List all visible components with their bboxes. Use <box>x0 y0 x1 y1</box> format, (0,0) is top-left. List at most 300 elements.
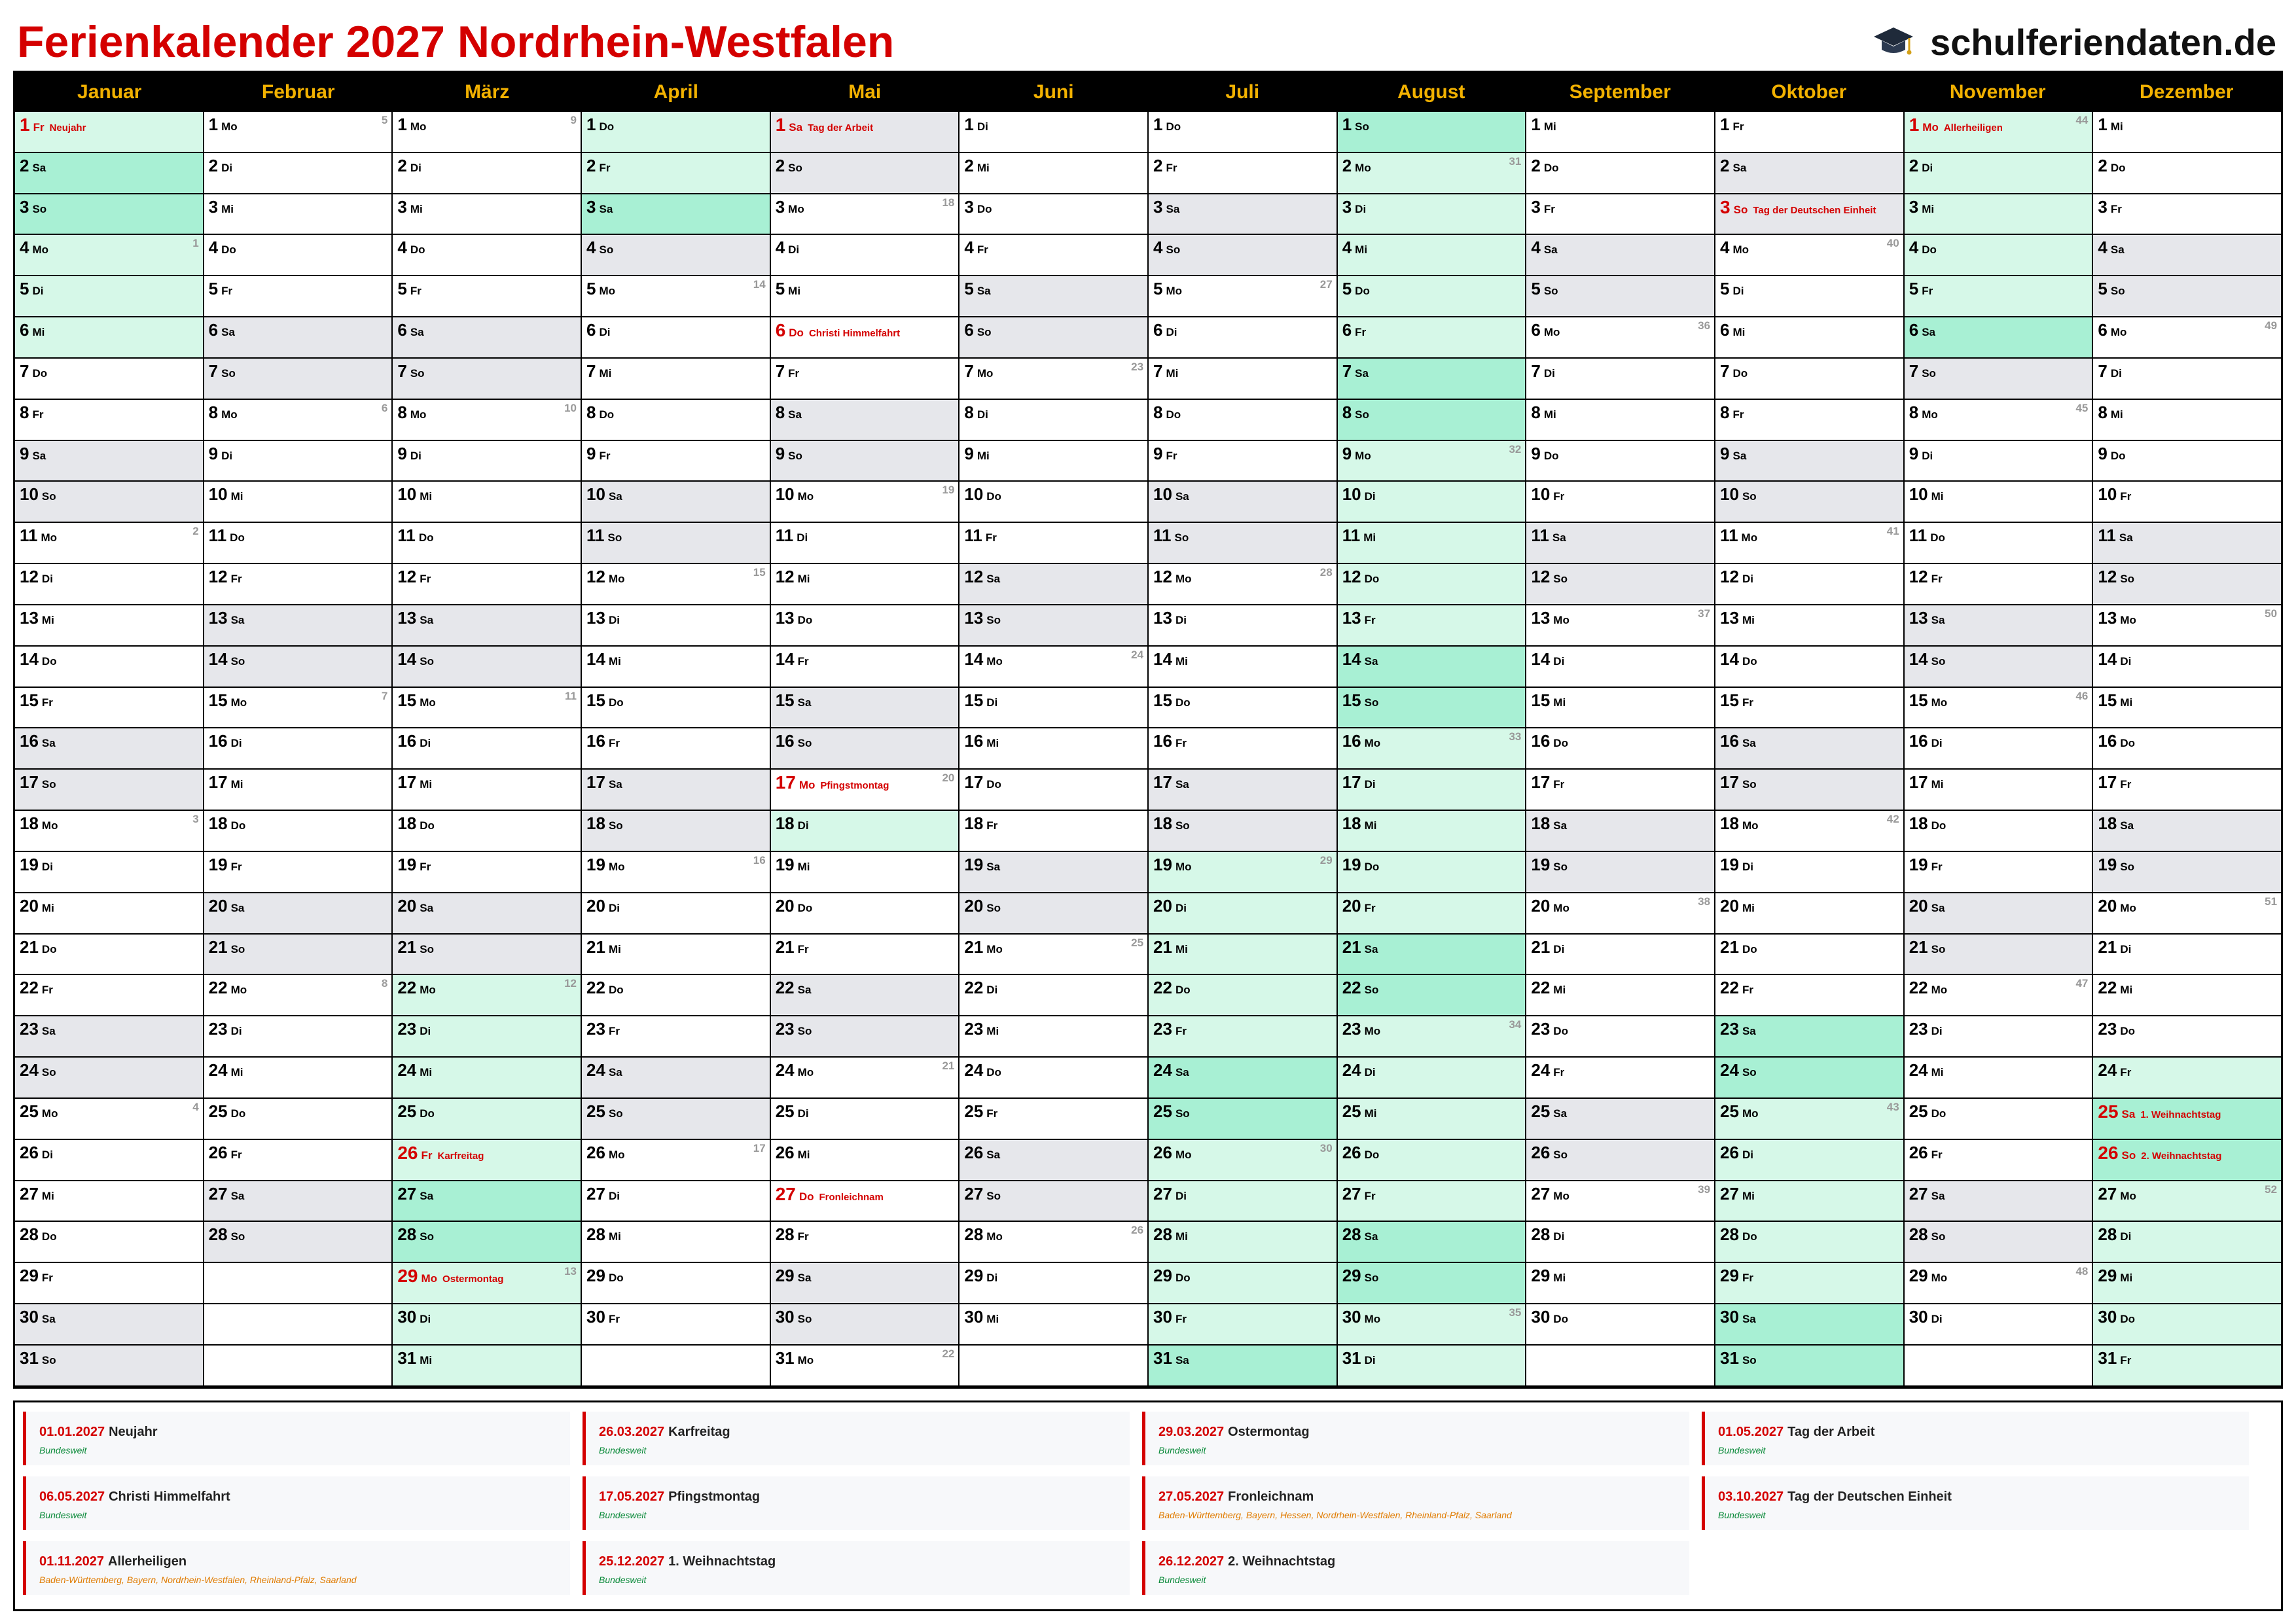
day-cell[interactable] <box>1905 112 2092 153</box>
brand-logo[interactable] <box>1873 9 2276 75</box>
day-cell[interactable] <box>15 1140 203 1181</box>
day-cell[interactable] <box>1526 1222 1714 1263</box>
day-cell[interactable] <box>2093 1181 2281 1222</box>
day-cell[interactable] <box>393 647 581 688</box>
day-cell[interactable] <box>771 1016 959 1058</box>
day-cell[interactable] <box>1715 1222 1903 1263</box>
day-cell[interactable] <box>1526 523 1714 564</box>
day-cell[interactable] <box>15 153 203 194</box>
day-cell[interactable] <box>15 852 203 893</box>
day-cell[interactable] <box>582 317 770 359</box>
day-cell[interactable] <box>1149 811 1336 852</box>
day-cell[interactable] <box>1905 359 2092 400</box>
day-cell[interactable] <box>960 153 1147 194</box>
day-cell[interactable] <box>2093 1263 2281 1304</box>
day-cell[interactable] <box>204 811 392 852</box>
day-cell[interactable] <box>1905 1058 2092 1099</box>
day-cell[interactable] <box>771 1263 959 1304</box>
day-cell[interactable] <box>960 1304 1147 1346</box>
day-cell[interactable] <box>1338 1099 1526 1140</box>
day-cell[interactable] <box>2093 441 2281 482</box>
day-cell[interactable] <box>582 194 770 236</box>
day-cell[interactable] <box>15 770 203 811</box>
day-cell[interactable] <box>204 112 392 153</box>
day-cell[interactable] <box>771 523 959 564</box>
day-cell[interactable] <box>1715 112 1903 153</box>
day-cell[interactable] <box>1526 482 1714 523</box>
day-cell[interactable] <box>1526 112 1714 153</box>
day-cell[interactable] <box>393 441 581 482</box>
day-cell[interactable] <box>15 1181 203 1222</box>
day-cell[interactable] <box>393 153 581 194</box>
day-cell[interactable] <box>1905 605 2092 647</box>
day-cell[interactable] <box>582 770 770 811</box>
day-cell[interactable] <box>1715 564 1903 605</box>
day-cell[interactable] <box>1338 235 1526 276</box>
day-cell[interactable] <box>960 400 1147 441</box>
day-cell[interactable] <box>1338 1140 1526 1181</box>
day-cell[interactable] <box>1905 852 2092 893</box>
day-cell[interactable] <box>2093 975 2281 1016</box>
day-cell[interactable] <box>1149 235 1336 276</box>
day-cell[interactable] <box>1526 400 1714 441</box>
day-cell[interactable] <box>1338 153 1526 194</box>
day-cell[interactable] <box>582 276 770 317</box>
day-cell[interactable] <box>1905 317 2092 359</box>
day-cell[interactable] <box>1715 441 1903 482</box>
day-cell[interactable] <box>960 605 1147 647</box>
day-cell[interactable] <box>1149 1304 1336 1346</box>
day-cell[interactable] <box>15 1222 203 1263</box>
day-cell[interactable] <box>1905 975 2092 1016</box>
day-cell[interactable] <box>960 1140 1147 1181</box>
day-cell[interactable] <box>204 359 392 400</box>
day-cell[interactable] <box>15 482 203 523</box>
day-cell[interactable] <box>1905 1304 2092 1346</box>
day-cell[interactable] <box>393 1263 581 1304</box>
day-cell[interactable] <box>1526 975 1714 1016</box>
day-cell[interactable] <box>393 811 581 852</box>
day-cell[interactable] <box>2093 893 2281 935</box>
day-cell[interactable] <box>771 647 959 688</box>
day-cell[interactable] <box>15 605 203 647</box>
day-cell[interactable] <box>1526 1016 1714 1058</box>
day-cell[interactable] <box>960 728 1147 770</box>
day-cell[interactable] <box>1905 564 2092 605</box>
day-cell[interactable] <box>393 1140 581 1181</box>
day-cell[interactable] <box>1149 482 1336 523</box>
day-cell[interactable] <box>1715 1181 1903 1222</box>
day-cell[interactable] <box>393 1016 581 1058</box>
day-cell[interactable] <box>2093 523 2281 564</box>
day-cell[interactable] <box>393 1304 581 1346</box>
day-cell[interactable] <box>393 605 581 647</box>
day-cell[interactable] <box>771 359 959 400</box>
day-cell[interactable] <box>1905 482 2092 523</box>
day-cell[interactable] <box>771 688 959 729</box>
day-cell[interactable] <box>1526 359 1714 400</box>
day-cell[interactable] <box>1149 1058 1336 1099</box>
day-cell[interactable] <box>1149 276 1336 317</box>
day-cell[interactable] <box>1715 359 1903 400</box>
day-cell[interactable] <box>1149 1346 1336 1387</box>
day-cell[interactable] <box>15 276 203 317</box>
day-cell[interactable] <box>1338 1058 1526 1099</box>
day-cell[interactable] <box>2093 1346 2281 1387</box>
day-cell[interactable] <box>582 482 770 523</box>
day-cell[interactable] <box>1715 400 1903 441</box>
day-cell[interactable] <box>1149 852 1336 893</box>
day-cell[interactable] <box>582 441 770 482</box>
day-cell[interactable] <box>582 153 770 194</box>
day-cell[interactable] <box>1905 1222 2092 1263</box>
day-cell[interactable] <box>960 194 1147 236</box>
day-cell[interactable] <box>204 647 392 688</box>
day-cell[interactable] <box>1715 276 1903 317</box>
day-cell[interactable] <box>1149 1099 1336 1140</box>
day-cell[interactable] <box>771 1304 959 1346</box>
day-cell[interactable] <box>1338 605 1526 647</box>
day-cell[interactable] <box>2093 153 2281 194</box>
day-cell[interactable] <box>1338 317 1526 359</box>
day-cell[interactable] <box>771 1140 959 1181</box>
day-cell[interactable] <box>582 400 770 441</box>
day-cell[interactable] <box>1149 728 1336 770</box>
day-cell[interactable] <box>2093 1058 2281 1099</box>
day-cell[interactable] <box>15 1016 203 1058</box>
day-cell[interactable] <box>960 647 1147 688</box>
day-cell[interactable] <box>1149 523 1336 564</box>
day-cell[interactable] <box>2093 235 2281 276</box>
day-cell[interactable] <box>1526 1304 1714 1346</box>
day-cell[interactable] <box>393 1346 581 1387</box>
day-cell[interactable] <box>15 935 203 976</box>
day-cell[interactable] <box>2093 688 2281 729</box>
day-cell[interactable] <box>1715 482 1903 523</box>
day-cell[interactable] <box>1715 1016 1903 1058</box>
day-cell[interactable] <box>1526 194 1714 236</box>
day-cell[interactable] <box>771 1346 959 1387</box>
day-cell[interactable] <box>15 728 203 770</box>
day-cell[interactable] <box>771 441 959 482</box>
day-cell[interactable] <box>1149 647 1336 688</box>
day-cell[interactable] <box>1715 728 1903 770</box>
day-cell[interactable] <box>393 194 581 236</box>
day-cell[interactable] <box>771 893 959 935</box>
day-cell[interactable] <box>1715 811 1903 852</box>
day-cell[interactable] <box>960 770 1147 811</box>
day-cell[interactable] <box>1338 400 1526 441</box>
day-cell[interactable] <box>771 153 959 194</box>
day-cell[interactable] <box>771 935 959 976</box>
day-cell[interactable] <box>393 400 581 441</box>
day-cell[interactable] <box>2093 194 2281 236</box>
day-cell[interactable] <box>15 194 203 236</box>
day-cell[interactable] <box>1338 359 1526 400</box>
day-cell[interactable] <box>204 441 392 482</box>
day-cell[interactable] <box>1149 317 1336 359</box>
day-cell[interactable] <box>771 482 959 523</box>
day-cell[interactable] <box>204 935 392 976</box>
day-cell[interactable] <box>15 1346 203 1387</box>
day-cell[interactable] <box>1526 441 1714 482</box>
day-cell[interactable] <box>204 1222 392 1263</box>
day-cell[interactable] <box>1715 194 1903 236</box>
day-cell[interactable] <box>1715 688 1903 729</box>
day-cell[interactable] <box>393 317 581 359</box>
day-cell[interactable] <box>582 359 770 400</box>
day-cell[interactable] <box>1526 1181 1714 1222</box>
day-cell[interactable] <box>393 770 581 811</box>
day-cell[interactable] <box>1526 852 1714 893</box>
day-cell[interactable] <box>1338 276 1526 317</box>
day-cell[interactable] <box>2093 935 2281 976</box>
day-cell[interactable] <box>1905 688 2092 729</box>
day-cell[interactable] <box>582 235 770 276</box>
day-cell[interactable] <box>1905 1181 2092 1222</box>
day-cell[interactable] <box>1338 482 1526 523</box>
day-cell[interactable] <box>1338 728 1526 770</box>
day-cell[interactable] <box>771 317 959 359</box>
day-cell[interactable] <box>582 852 770 893</box>
day-cell[interactable] <box>1526 276 1714 317</box>
day-cell[interactable] <box>960 482 1147 523</box>
day-cell[interactable] <box>960 1263 1147 1304</box>
day-cell[interactable] <box>393 1099 581 1140</box>
day-cell[interactable] <box>204 1140 392 1181</box>
day-cell[interactable] <box>1905 1263 2092 1304</box>
day-cell[interactable] <box>393 276 581 317</box>
day-cell[interactable] <box>1149 1181 1336 1222</box>
day-cell[interactable] <box>582 605 770 647</box>
day-cell[interactable] <box>204 235 392 276</box>
day-cell[interactable] <box>1526 935 1714 976</box>
day-cell[interactable] <box>771 564 959 605</box>
day-cell[interactable] <box>1715 1346 1903 1387</box>
day-cell[interactable] <box>2093 1304 2281 1346</box>
day-cell[interactable] <box>1338 194 1526 236</box>
day-cell[interactable] <box>582 688 770 729</box>
day-cell[interactable] <box>2093 1222 2281 1263</box>
day-cell[interactable] <box>2093 1140 2281 1181</box>
day-cell[interactable] <box>2093 1099 2281 1140</box>
day-cell[interactable] <box>771 1058 959 1099</box>
day-cell[interactable] <box>582 728 770 770</box>
day-cell[interactable] <box>1526 728 1714 770</box>
day-cell[interactable] <box>1149 893 1336 935</box>
day-cell[interactable] <box>582 1140 770 1181</box>
day-cell[interactable] <box>1338 688 1526 729</box>
day-cell[interactable] <box>204 1181 392 1222</box>
day-cell[interactable] <box>1338 564 1526 605</box>
day-cell[interactable] <box>1338 935 1526 976</box>
day-cell[interactable] <box>2093 728 2281 770</box>
day-cell[interactable] <box>1338 1304 1526 1346</box>
day-cell[interactable] <box>2093 605 2281 647</box>
day-cell[interactable] <box>1905 153 2092 194</box>
day-cell[interactable] <box>771 1099 959 1140</box>
day-cell[interactable] <box>393 688 581 729</box>
day-cell[interactable] <box>1715 770 1903 811</box>
day-cell[interactable] <box>15 811 203 852</box>
day-cell[interactable] <box>393 482 581 523</box>
day-cell[interactable] <box>960 935 1147 976</box>
day-cell[interactable] <box>960 276 1147 317</box>
day-cell[interactable] <box>1338 852 1526 893</box>
day-cell[interactable] <box>2093 400 2281 441</box>
day-cell[interactable] <box>771 276 959 317</box>
day-cell[interactable] <box>15 1099 203 1140</box>
day-cell[interactable] <box>582 523 770 564</box>
day-cell[interactable] <box>1338 893 1526 935</box>
day-cell[interactable] <box>771 194 959 236</box>
day-cell[interactable] <box>1905 770 2092 811</box>
day-cell[interactable] <box>960 688 1147 729</box>
day-cell[interactable] <box>1338 1181 1526 1222</box>
day-cell[interactable] <box>204 1058 392 1099</box>
day-cell[interactable] <box>771 605 959 647</box>
day-cell[interactable] <box>1905 728 2092 770</box>
day-cell[interactable] <box>1149 1263 1336 1304</box>
day-cell[interactable] <box>204 605 392 647</box>
day-cell[interactable] <box>204 523 392 564</box>
day-cell[interactable] <box>1526 1058 1714 1099</box>
day-cell[interactable] <box>204 194 392 236</box>
day-cell[interactable] <box>393 728 581 770</box>
day-cell[interactable] <box>960 811 1147 852</box>
day-cell[interactable] <box>15 359 203 400</box>
day-cell[interactable] <box>1526 1263 1714 1304</box>
day-cell[interactable] <box>2093 770 2281 811</box>
day-cell[interactable] <box>1526 235 1714 276</box>
day-cell[interactable] <box>582 647 770 688</box>
day-cell[interactable] <box>960 112 1147 153</box>
day-cell[interactable] <box>1149 975 1336 1016</box>
day-cell[interactable] <box>960 975 1147 1016</box>
day-cell[interactable] <box>204 400 392 441</box>
day-cell[interactable] <box>771 1181 959 1222</box>
day-cell[interactable] <box>393 893 581 935</box>
day-cell[interactable] <box>15 317 203 359</box>
day-cell[interactable] <box>1338 975 1526 1016</box>
day-cell[interactable] <box>1715 605 1903 647</box>
day-cell[interactable] <box>15 893 203 935</box>
day-cell[interactable] <box>1905 647 2092 688</box>
day-cell[interactable] <box>582 893 770 935</box>
day-cell[interactable] <box>1338 1016 1526 1058</box>
day-cell[interactable] <box>204 317 392 359</box>
day-cell[interactable] <box>393 1058 581 1099</box>
day-cell[interactable] <box>1149 1222 1336 1263</box>
day-cell[interactable] <box>15 975 203 1016</box>
day-cell[interactable] <box>15 523 203 564</box>
day-cell[interactable] <box>582 1058 770 1099</box>
day-cell[interactable] <box>1526 317 1714 359</box>
day-cell[interactable] <box>1905 935 2092 976</box>
day-cell[interactable] <box>1338 647 1526 688</box>
day-cell[interactable] <box>582 564 770 605</box>
day-cell[interactable] <box>1338 1346 1526 1387</box>
day-cell[interactable] <box>204 564 392 605</box>
day-cell[interactable] <box>1338 1222 1526 1263</box>
day-cell[interactable] <box>1905 441 2092 482</box>
day-cell[interactable] <box>1526 647 1714 688</box>
day-cell[interactable] <box>582 1181 770 1222</box>
day-cell[interactable] <box>1715 1304 1903 1346</box>
day-cell[interactable] <box>960 523 1147 564</box>
day-cell[interactable] <box>1905 1140 2092 1181</box>
day-cell[interactable] <box>960 1099 1147 1140</box>
day-cell[interactable] <box>15 1058 203 1099</box>
day-cell[interactable] <box>1149 400 1336 441</box>
day-cell[interactable] <box>1905 1016 2092 1058</box>
day-cell[interactable] <box>771 728 959 770</box>
day-cell[interactable] <box>393 523 581 564</box>
day-cell[interactable] <box>960 359 1147 400</box>
day-cell[interactable] <box>1715 1058 1903 1099</box>
day-cell[interactable] <box>204 893 392 935</box>
day-cell[interactable] <box>1905 235 2092 276</box>
day-cell[interactable] <box>15 112 203 153</box>
day-cell[interactable] <box>15 688 203 729</box>
day-cell[interactable] <box>2093 317 2281 359</box>
day-cell[interactable] <box>1149 1016 1336 1058</box>
day-cell[interactable] <box>393 1222 581 1263</box>
day-cell[interactable] <box>2093 112 2281 153</box>
day-cell[interactable] <box>1149 153 1336 194</box>
day-cell[interactable] <box>204 975 392 1016</box>
day-cell[interactable] <box>582 935 770 976</box>
day-cell[interactable] <box>960 317 1147 359</box>
day-cell[interactable] <box>1338 441 1526 482</box>
day-cell[interactable] <box>393 852 581 893</box>
day-cell[interactable] <box>1526 811 1714 852</box>
day-cell[interactable] <box>2093 276 2281 317</box>
day-cell[interactable] <box>1905 276 2092 317</box>
day-cell[interactable] <box>1149 359 1336 400</box>
day-cell[interactable] <box>1715 523 1903 564</box>
day-cell[interactable] <box>1338 811 1526 852</box>
day-cell[interactable] <box>204 688 392 729</box>
day-cell[interactable] <box>15 564 203 605</box>
day-cell[interactable] <box>1338 770 1526 811</box>
day-cell[interactable] <box>1149 688 1336 729</box>
day-cell[interactable] <box>1149 112 1336 153</box>
day-cell[interactable] <box>960 1222 1147 1263</box>
day-cell[interactable] <box>204 852 392 893</box>
day-cell[interactable] <box>393 235 581 276</box>
day-cell[interactable] <box>1526 1099 1714 1140</box>
day-cell[interactable] <box>2093 359 2281 400</box>
day-cell[interactable] <box>1905 523 2092 564</box>
day-cell[interactable] <box>393 112 581 153</box>
day-cell[interactable] <box>582 1263 770 1304</box>
day-cell[interactable] <box>204 153 392 194</box>
day-cell[interactable] <box>15 400 203 441</box>
day-cell[interactable] <box>1715 647 1903 688</box>
day-cell[interactable] <box>960 564 1147 605</box>
day-cell[interactable] <box>960 441 1147 482</box>
day-cell[interactable] <box>1149 605 1336 647</box>
day-cell[interactable] <box>204 1099 392 1140</box>
day-cell[interactable] <box>393 935 581 976</box>
day-cell[interactable] <box>15 647 203 688</box>
day-cell[interactable] <box>1715 1099 1903 1140</box>
day-cell[interactable] <box>1905 1099 2092 1140</box>
day-cell[interactable] <box>204 276 392 317</box>
day-cell[interactable] <box>1149 770 1336 811</box>
day-cell[interactable] <box>1905 194 2092 236</box>
